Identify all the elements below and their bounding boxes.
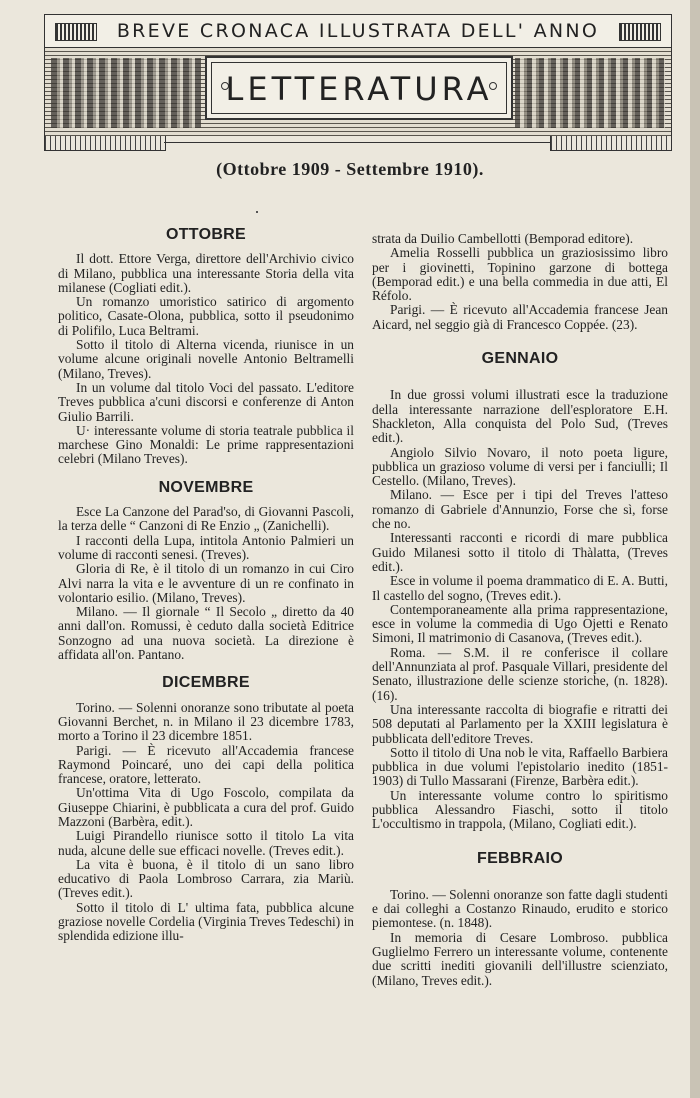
right-column [372, 232, 668, 988]
paragraph: In un volume dal titolo Voci del passato. L'editore Treves pubblica a'cuni discorsi e conferenze di Anton Giulio Barrili. [58, 379, 354, 424]
heading-dicembre: DICEMBRE [162, 674, 250, 692]
paragraph: Una interessante raccolta di biografie e ritratti dei 508 deputati al Parlamento per la XXIII legislatura è pubblicata dell'editore Treves. [372, 701, 668, 746]
paragraph: Contemporaneamente alla prima rappresentazione, esce in volume la commedia di Ugo Ojetti e Renato Simoni, Il matrimonio di Casanova, (Treves edit.). [372, 601, 668, 646]
heading-febbraio: FEBBRAIO [477, 849, 563, 867]
left-column [58, 228, 354, 944]
paragraph: Parigi. — È ricevuto all'Accademia francese Jean Aicard, nel seggio già di Francesco Coppée. (23). [372, 302, 668, 332]
paragraph: Milano. — Il giornale “ Il Secolo „ diretto da 40 anni dall'on. Romussi, è ceduto dalla società Editrice Sonzogno ad una nuova società. La direzione è affidata all'on. Pantano. [58, 604, 354, 663]
paragraph: U· interessante volume di storia teatrale pubblica il marchese Gino Monaldi: Le prime rappresentazioni celebri (Milano Treves). [58, 422, 354, 467]
heading-gennaio: GENNAIO [481, 350, 559, 368]
ornament-left-icon [55, 23, 97, 41]
bookshelf-left-icon [51, 58, 201, 128]
paragraph: Un romanzo umoristico satirico di argomento politico, Casate-Olona, pubblica, sotto il pseudonimo di Polifilo, Luca Beltrami. [58, 294, 354, 338]
series-title: BREVE CRONACA ILLUSTRATA DELL' ANNO [116, 20, 600, 42]
ornament-right-icon [619, 23, 661, 41]
paragraph: Amelia Rosselli pubblica un graziosissimo libro per i giovinetti, Topinino garzone di bottega (Bemporad edit.) e una bella commedia in due atti, El Réfolo. [372, 245, 668, 304]
paragraph: Roma. — S.M. il re conferisce il collare dell'Annunziata al prof. Pasquale Villari, presidente del Senato, illustrazione delle scienze storiche, (n. 1828). (16). [372, 644, 668, 703]
library-illustration [44, 48, 672, 136]
print-speck [256, 211, 258, 213]
masthead-base [44, 136, 672, 154]
rivet-icon [489, 82, 497, 90]
paragraph: In memoria di Cesare Lombroso. pubblica Guglielmo Ferrero un interessante volume, contenente due scritti inediti giovanili dell'illustre scienziato, (Milano, Treves edit.). [372, 929, 668, 988]
paragraph: Parigi. — È ricevuto all'Accademia francese Raymond Poincaré, uno dei capi della politica francese, oratore, letterato. [58, 742, 354, 787]
paragraph: strata da Duilio Cambellotti (Bemporad editore). [372, 231, 634, 246]
base-ornament-left-icon [44, 136, 166, 151]
paragraph: Angiolo Silvio Novaro, il noto poeta ligure, pubblica un grazioso volume di versi per i fanciulli; Il Cestello. (Milano, Treves). [372, 444, 668, 489]
paragraph: Gloria di Re, è il titolo di un romanzo in cui Ciro Alvi narra la vita e le avventure di un re confinato in volontario esilio. (Milano, Treves). [58, 561, 354, 605]
paragraph: Il dott. Ettore Verga, direttore dell'Archivio civico di Milano, pubblica una interessante Storia della vita milanese (Cogliati edit.). [58, 251, 354, 295]
paragraph: Un'ottima Vita di Ugo Foscolo, compilata da Giuseppe Chiarini, è pubblicata a cura del prof. Guido Mazzoni (Barbèra, edit.). [58, 785, 354, 829]
paragraph: Luigi Pirandello riunisce sotto il titolo La vita nuda, alcune delle sue efficaci novelle. (Treves edit.). [58, 828, 354, 858]
divider [164, 142, 552, 143]
paragraph: La vita è buona, è il titolo di un sano libro educativo di Paola Lombroso Carrara, zia Mariù. (Treves edit.). [58, 856, 354, 901]
heading-ottobre: OTTOBRE [165, 226, 247, 243]
paragraph: In due grossi volumi illustrati esce la traduzione della interessante narrazione dell'esploratore E.H. Shackleton, Alla conquista del Polo Sud, (Treves edit.). [372, 387, 668, 446]
paragraph: Milano. — Esce per i tipi del Treves l'atteso romanzo di Gabriele d'Annunzio, Forse che sì, forse che no. [372, 487, 668, 532]
paragraph: Torino. — Solenni onoranze sono tributate al poeta Giovanni Berchet, n. in Milano il 23 dicembre 1783, morto a Torino il 23 dicembre 1851. [58, 699, 354, 744]
paragraph: Interessanti racconti e ricordi di mare pubblica Guido Milanesi sotto il titolo di Thàlatta, (Treves edit.). [372, 530, 668, 574]
series-banner [44, 14, 672, 48]
paragraph: Esce La Canzone del Parad'so, di Giovanni Pascoli, la terza delle “ Canzoni di Re Enzio „ (Zanichelli). [58, 504, 354, 534]
paragraph: Sotto il titolo di L' ultima fata, pubblica alcune graziose novelle Cordelia (Virginia Treves Tedeschi) in splendida edizione illu- [58, 899, 355, 944]
heading-novembre: NOVEMBRE [158, 478, 254, 496]
paragraph: Un interessante volume contro lo spiritismo pubblica Alessandro Fiaschi, sotto il titolo L'occultismo in trappola, (Milano, Cogliati edit.). [372, 787, 668, 832]
paragraph: Esce in volume il poema drammatico di E. A. Butti, Il castello del sogno, (Treves edit.). [372, 573, 668, 603]
bookshelf-right-icon [515, 58, 665, 128]
paragraph: Sotto il titolo di Alterna vicenda, riunisce in un volume alcune originali novelle Antonio Beltramelli (Milano, Treves). [58, 337, 354, 381]
masthead [44, 14, 672, 154]
section-title: LETTERATURA [225, 70, 493, 108]
paragraph: Sotto il titolo di Una nob le vita, Raffaello Barbiera pubblica in due volumi l'epistolario inedito (1851-1903) di Tullo Massarani (Firenze, Barbèra edit.). [372, 744, 668, 789]
paragraph: Torino. — Solenni onoranze son fatte dagli studenti e dai colleghi a Costanzo Rinaudo, erudito e storico piemontese. (n. 1848). [372, 886, 668, 931]
base-ornament-right-icon [550, 136, 672, 151]
section-plaque [205, 56, 513, 120]
period-subtitle: (Ottobre 1909 - Settembre 1910). [216, 159, 484, 179]
paragraph: I racconti della Lupa, intitola Antonio Palmieri un volume di racconti senesi. (Treves). [58, 532, 354, 562]
